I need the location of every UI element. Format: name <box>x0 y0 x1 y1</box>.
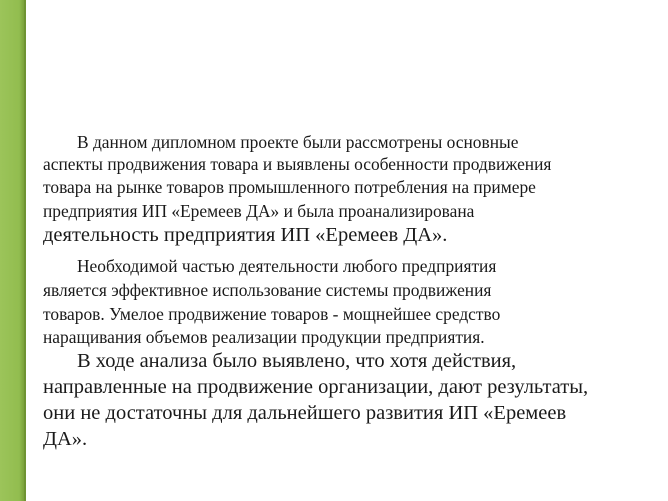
text-line: товаров. Умелое продвижение товаров - мощнейшее средство <box>43 304 501 324</box>
text-line: аспекты продвижения товара и выявлены особенности продвижения <box>43 154 552 174</box>
green-accent-bar <box>0 0 26 501</box>
text-line: наращивания объемов реализации продукции предприятия. <box>43 327 485 347</box>
text-line: В данном дипломном проекте были рассмотрены основные <box>77 132 519 152</box>
text-line: ДА». <box>43 428 88 450</box>
text-line: направленные на продвижение организации, дают результаты, <box>43 376 589 398</box>
text-line: является эффективное использование системы продвижения <box>43 280 492 300</box>
text-line: деятельность предприятия ИП «Еремеев ДА». <box>43 224 448 246</box>
text-line: В ходе анализа было выявлено, что хотя действия, <box>77 350 517 372</box>
text-line: они не достаточны для дальнейшего развития ИП «Еремеев <box>43 402 567 424</box>
text-line: товара на рынке товаров промышленного потребления на примере <box>43 177 536 197</box>
text-line: предприятия ИП «Еремеев ДА» и была проанализирована <box>43 201 475 221</box>
text-line: Необходимой частью деятельности любого предприятия <box>77 256 497 276</box>
